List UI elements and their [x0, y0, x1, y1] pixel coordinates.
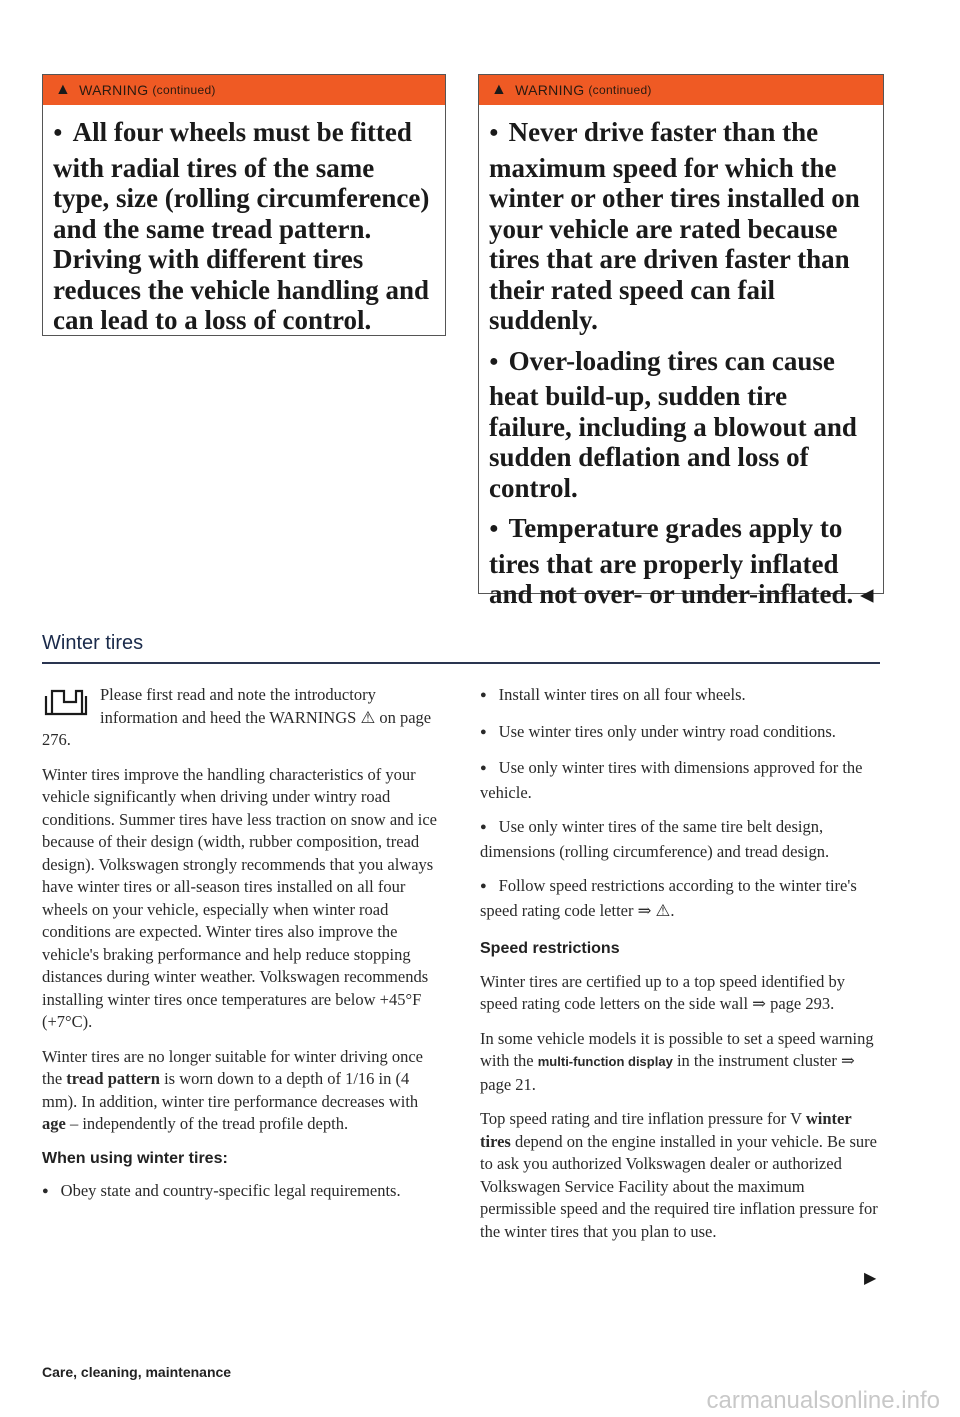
- warning-item: ● Temperature grades apply to tires that are properly inflated and not over- or under-inflated. ◂: [489, 513, 874, 609]
- book-icon: [42, 688, 90, 716]
- warning-box-right: [478, 74, 884, 609]
- winter-tires-paragraph: Winter tires improve the handling characteristics of your vehicle significantly when driving under wintry road conditions. Summer tires have less traction on snow and ice because of their design (width, rubber composition, tread design). Volkswagen strongly recommends that you always have winter tires or all-season tires installed on all four wheels on your vehicle, especially when winter road conditions are expected. Winter tires also improve the vehicle's braking performance and help reduce stopping distances during winter weather. Volkswagen recommends installing winter tires once temperatures are below +45°F (+7°C).: [42, 764, 438, 1031]
- top-speed-paragraph: Top speed rating and tire inflation pressure for V winter tires depend on the engine installed in your vehicle. Be sure to ask you authorized Volkswagen dealer or authorized Volkswagen Service Facility about the maximum permissible speed and the required tire inflation pressure for the winter tires that you plan to use.: [480, 1109, 878, 1241]
- section-divider: [42, 662, 880, 664]
- continue-arrow-icon: ▶: [864, 1270, 877, 1287]
- bullet-item: ● Use only winter tires with dimensions approved for the vehicle.: [480, 758, 863, 802]
- bullet-icon: ●: [480, 762, 487, 774]
- bullet-item: ● Use only winter tires of the same tire belt design, dimensions (rolling circumference) and tread design.: [480, 817, 830, 861]
- right-column: [480, 684, 882, 1255]
- warning-header: [479, 75, 883, 105]
- warning-header: [43, 75, 445, 105]
- tread-paragraph: Winter tires are no longer suitable for winter driving once the tread pattern is worn down to a depth of 1/16 in (4 mm). In addition, winter tire performance decreases with age – independently of the tread profile depth.: [42, 1046, 423, 1133]
- when-using-heading: When using winter tires:: [42, 1149, 228, 1167]
- speed-restrictions-heading: Speed restrictions: [480, 940, 620, 957]
- section-title: Winter tires: [42, 632, 144, 654]
- bullet-icon: ●: [480, 821, 487, 833]
- bullet-icon: ●: [489, 352, 499, 370]
- bullet-icon: ●: [480, 689, 487, 701]
- bullet-item: ● Obey state and country-specific legal requirements.: [42, 1181, 401, 1200]
- warning-item: ● All four wheels must be fitted with radial tires of the same type, size (rolling circumference) and the same tread pattern. Driving with different tires reduces the vehicle handling and can lead to a loss of control.: [53, 117, 430, 335]
- warning-box-left: [42, 74, 446, 336]
- bullet-item: ● Use winter tires only under wintry road conditions.: [480, 721, 836, 741]
- left-column: [42, 684, 444, 1217]
- warning-title: WARNING: [515, 82, 585, 98]
- bullet-item: ● Follow speed restrictions according to the winter tire's speed rating code letter ⇒ ⚠.: [480, 876, 857, 920]
- warning-continued: (continued): [152, 83, 216, 97]
- bullet-icon: ●: [42, 1185, 49, 1197]
- bullet-item: ● Install winter tires on all four wheels.: [480, 685, 746, 704]
- bullet-icon: ●: [480, 725, 487, 738]
- page-footer: Care, cleaning, maintenance: [42, 1364, 232, 1380]
- warning-item: ● Over-loading tires can cause heat build-up, sudden tire failure, including a blowout and sudden deflation and loss of control.: [489, 345, 857, 503]
- watermark: carmanualsonline.info: [706, 1387, 940, 1414]
- warning-title: WARNING: [79, 82, 149, 98]
- warning-continued: (continued): [588, 83, 652, 97]
- warning-triangle-icon: ▲: [55, 81, 72, 98]
- intro-note: Please first read and note the introductory information and heed the WARNINGS ⚠ on page 276.: [42, 685, 432, 749]
- bullet-icon: ●: [53, 124, 63, 141]
- models-paragraph: In some vehicle models it is possible to set a speed warning with the multi-function display in the instrument cluster ⇒ page 21.: [480, 1028, 874, 1094]
- bullet-icon: ●: [480, 880, 487, 892]
- bullet-icon: ●: [489, 124, 499, 141]
- warning-item: ● Never drive faster than the maximum speed for which the winter or other tires installed on your vehicle are rated because tires that are driven faster than their rated speed can fail suddenly.: [489, 117, 860, 335]
- speed-paragraph: Winter tires are certified up to a top speed identified by speed rating code letters on the side wall ⇒ page 293.: [480, 971, 845, 1013]
- warning-triangle-icon: ▲: [491, 81, 508, 98]
- bullet-icon: ●: [489, 520, 499, 537]
